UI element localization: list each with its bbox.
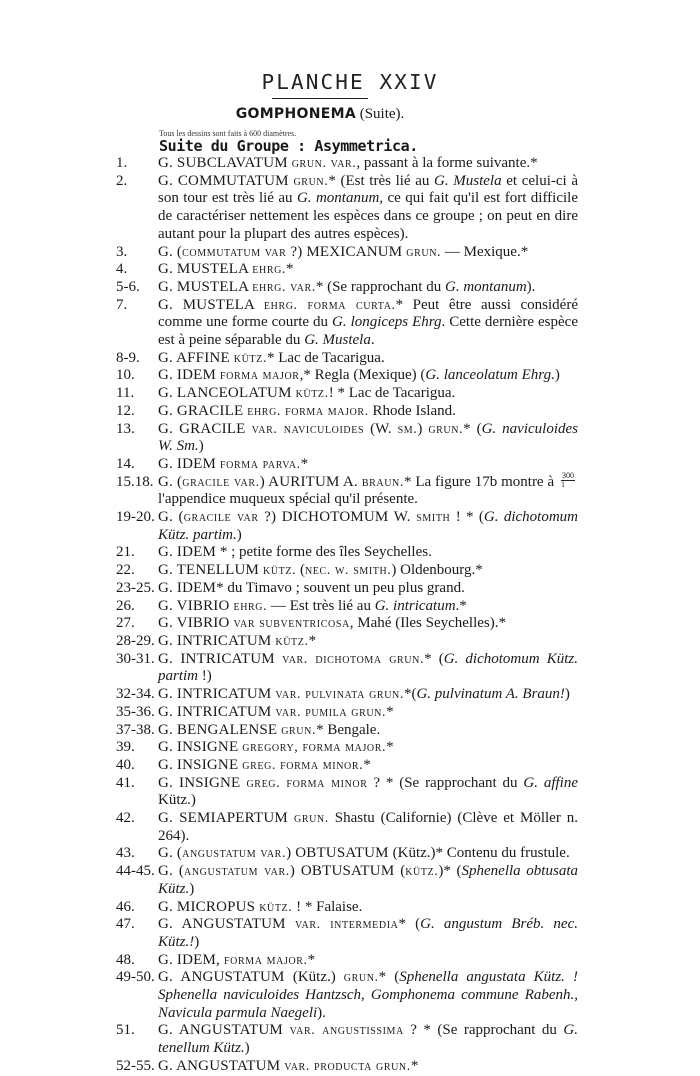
taxon-name: G. IDEM [158, 579, 217, 596]
species-entry [116, 863, 578, 898]
description-text: * [363, 756, 371, 773]
species-entry [116, 470, 578, 509]
description-text: ! * Lac de Tacarigua. [328, 385, 456, 402]
entry-text [158, 633, 578, 651]
description-text: et celui-ci à son tour est très lié au [158, 172, 578, 207]
italic-reference: G. montanum [296, 190, 380, 207]
figure-number: 43. [116, 845, 135, 862]
figure-number: 15.18. [116, 473, 154, 490]
description-text: * [307, 951, 316, 968]
authority-smallcaps: var. naviculoides [251, 421, 365, 437]
entry-text [158, 810, 578, 845]
description-text: * ( [424, 650, 444, 667]
species-entry [116, 757, 578, 775]
authority-smallcaps: kütz. [259, 899, 293, 915]
taxon-name: G. COMMUTATUM [158, 172, 294, 189]
entry-text [158, 470, 578, 509]
italic-reference: G. montanum [444, 278, 527, 295]
entry-text [158, 279, 578, 297]
figure-number: 30-31. [116, 650, 155, 667]
description-text: (Kütz.)* Contenu du frustule. [392, 845, 570, 862]
figure-number: 27. [116, 615, 135, 632]
entry-text [158, 1022, 578, 1057]
group-heading: Suite du Groupe : Asymmetrica. [159, 137, 418, 155]
description-text: (Kütz.) [292, 969, 344, 986]
entry-text [158, 722, 578, 740]
title-rule-divider [272, 98, 368, 99]
description-text: — Mexique.* [441, 243, 529, 260]
magnification-note: Tous les dessins sont faits à 600 diamètres. [159, 129, 297, 138]
description-text: * [386, 703, 394, 720]
authority-smallcaps: var. angustissima [289, 1023, 404, 1039]
figure-number: 49-50. [116, 969, 155, 986]
description-text: , ce qui fait qu'il est fort difficile de caractériser nettement les espèces dans ce groupe ; on peut en dire autant pour la plupart des autres espèces). [158, 190, 578, 242]
figure-number: 13. [116, 420, 135, 437]
entry-text [158, 969, 578, 1022]
description-text: * [286, 261, 294, 278]
description-text: , Mahé (Iles Seychelles).* [349, 615, 506, 632]
description-text: ) [198, 438, 204, 455]
italic-reference: G. Mustela [434, 172, 502, 189]
figure-number: 46. [116, 898, 135, 915]
taxon-name: G. IDEM, [158, 951, 224, 968]
authority-smallcaps: forma parva. [220, 456, 301, 472]
description-text: * du Timavo ; souvent un peu plus grand. [216, 579, 465, 596]
taxon-name: G. ( [158, 243, 183, 260]
description-text: . Cette dernière espèce est à peine séparable du [158, 314, 578, 349]
entry-text [158, 580, 578, 598]
figure-number: 1. [116, 155, 128, 171]
figure-number: 26. [116, 597, 135, 614]
taxon-name: ) OBTUSATUM [286, 845, 393, 862]
species-entry [116, 279, 578, 297]
taxon-name: G. SUBCLAVATUM [158, 155, 292, 171]
taxon-name: G. MICROPUS [158, 898, 260, 915]
species-entry [116, 367, 578, 385]
authority-smallcaps: grun. [293, 173, 329, 189]
description-text: * [300, 455, 309, 472]
authority-smallcaps: grun. [428, 421, 464, 437]
taxon-name: G. ( [158, 845, 183, 862]
figure-number: 22. [116, 562, 135, 579]
entry-text [158, 739, 578, 757]
description-text: * [410, 1057, 419, 1074]
italic-reference: G. naviculoides W. Sm. [158, 420, 578, 455]
italic-reference: G. angustum Bréb. nec. Kütz.! [158, 916, 578, 950]
description-text: ) [564, 686, 570, 703]
figure-number: 10. [116, 367, 135, 384]
entry-text [158, 350, 578, 368]
description-text: Shastu (Californie) (Clève et Möller n. 264). [158, 810, 578, 844]
italic-reference: G. intricatum [374, 597, 456, 614]
species-entry [116, 403, 578, 421]
description-text: * [308, 632, 317, 649]
description-text: ) Oldenbourg.* [391, 562, 483, 579]
authority-smallcaps: sm. [397, 421, 418, 437]
authority-smallcaps: grun. [281, 722, 317, 738]
italic-reference: G. pulvinatum A. Braun! [416, 686, 565, 703]
figure-number: 52-55. [116, 1057, 155, 1074]
entry-text [158, 544, 578, 562]
taxon-name: G. MUSTELA [158, 296, 264, 313]
italic-reference: Sphenella angustata Kütz. ! Sphenella naviculoides Hantzsch [158, 969, 578, 1004]
taxon-name: G. ANGUSTATUM [158, 916, 296, 933]
species-entry [116, 1022, 578, 1057]
description-text: , [361, 987, 371, 1004]
figure-number: 23-25. [116, 579, 155, 596]
description-text: * [386, 739, 394, 756]
description-text: ? * (Se rapprochant du [367, 774, 524, 791]
description-text: *( [403, 686, 417, 703]
figure-number: 21. [116, 544, 135, 561]
taxon-name: G. MUSTELA [158, 261, 253, 278]
italic-reference: G. dichotomum Kütz. partim. [158, 509, 578, 543]
authority-smallcaps: kütz. [233, 350, 267, 366]
entry-text [158, 456, 578, 474]
authority-smallcaps: gracile var. [182, 474, 260, 490]
authority-smallcaps: ehrg. forma curta. [263, 297, 396, 313]
italic-reference: G. tenellum Kütz. [158, 1022, 578, 1057]
figure-number: 2. [116, 172, 128, 189]
authority-smallcaps: gracile var [183, 510, 259, 526]
authority-smallcaps: forma major. [223, 952, 308, 968]
figure-number: 51. [116, 1022, 135, 1039]
figure-number: 41. [116, 774, 135, 791]
taxon-name: G. INSIGNE [158, 774, 247, 791]
taxon-name: G. TENELLUM [158, 562, 264, 579]
species-entry [116, 297, 578, 350]
species-entry [116, 509, 578, 544]
authority-smallcaps: var. intermedia [295, 917, 399, 933]
species-entry [116, 456, 578, 474]
taxon-name: ) AURITUM A. [259, 473, 362, 490]
italic-reference: Sphenella obtusata Kütz. [158, 863, 578, 897]
figure-number: 40. [116, 756, 135, 773]
authority-smallcaps: smith [416, 510, 451, 526]
authority-smallcaps: var. pumila grun. [275, 704, 387, 720]
taxon-name: G. INSIGNE [158, 756, 243, 773]
description-text: ) [417, 420, 429, 437]
entry-text [158, 173, 578, 244]
italic-reference: G. longiceps Ehrg [332, 314, 442, 331]
description-text: ( [296, 562, 305, 579]
description-text: l'appendice muqueux spécial qu'il présente. [158, 491, 418, 508]
authority-smallcaps: grun. [343, 970, 379, 986]
fraction-denominator: 1 [561, 479, 565, 489]
taxon-name: G. INTRICATUM [158, 703, 276, 720]
authority-smallcaps: var. pulvinata grun. [275, 687, 404, 703]
species-entry [116, 261, 578, 279]
species-entry [116, 1058, 578, 1076]
entry-text [158, 651, 578, 686]
authority-smallcaps: angustatum var. [184, 864, 290, 880]
description-text: * Peut être aussi considéré comme une forme courte du [158, 296, 578, 331]
species-entry [116, 722, 578, 740]
description-text: !) [198, 668, 212, 685]
taxon-name: ) OBTUSATUM [289, 863, 401, 880]
entry-text [158, 598, 578, 616]
description-text: ,* Regla (Mexique) ( [299, 367, 426, 384]
entry-text [158, 615, 578, 633]
figure-number: 28-29. [116, 632, 155, 649]
entry-text [158, 421, 578, 456]
italic-reference: G. lanceolatum Ehrg. [425, 367, 555, 384]
species-entry [116, 810, 578, 845]
description-text: , [574, 987, 579, 1004]
taxon-name: G. IDEM [158, 455, 221, 472]
description-text: ) [189, 880, 195, 897]
authority-smallcaps: var subventricosa [233, 616, 350, 632]
plate-title: PLANCHE XXIV [261, 70, 439, 94]
figure-number: 4. [116, 261, 128, 278]
italic-reference: Navicula parmula Naegeli [158, 1004, 318, 1021]
description-text: ). [317, 1004, 326, 1021]
description-text: ). [526, 278, 536, 295]
description-text: .* [455, 597, 467, 614]
authority-smallcaps: kütz. [263, 563, 297, 579]
entry-text [158, 509, 578, 544]
species-entry [116, 598, 578, 616]
taxon-name: G. INSIGNE [158, 739, 243, 756]
italic-reference: G. affine [523, 774, 578, 791]
taxon-name: G. ( [158, 863, 185, 880]
description-text: (W. [364, 420, 398, 437]
fraction-numerator: 300 [562, 470, 574, 480]
species-entry [116, 580, 578, 598]
description-text: . [370, 332, 375, 349]
taxon-name: G. AFFINE [158, 349, 234, 366]
authority-smallcaps: greg. forma minor [246, 775, 368, 791]
description-text: * ( [378, 969, 400, 986]
entry-text [158, 916, 578, 951]
authority-smallcaps: ehrg. [233, 598, 268, 614]
taxon-name: G. LANCEOLATUM [158, 385, 296, 402]
authority-smallcaps: var. dichotoma grun. [282, 651, 425, 667]
species-entry [116, 350, 578, 368]
taxon-name: G. IDEM [158, 367, 221, 384]
authority-smallcaps: commutatum var [182, 244, 287, 260]
description-text: ? * (Se rapprochant du [403, 1022, 564, 1039]
authority-smallcaps: gregory, forma major. [242, 740, 387, 756]
species-entry [116, 775, 578, 810]
entry-text [158, 261, 578, 279]
entry-text [158, 297, 578, 350]
taxon-name: G. BENGALENSE [158, 721, 282, 738]
entry-text [158, 952, 578, 970]
figure-number: 39. [116, 739, 135, 756]
taxon-name: G. VIBRIO [158, 597, 234, 614]
authority-smallcaps: ehrg. [252, 262, 287, 278]
entry-text [158, 385, 578, 403]
taxon-name: G. GRACILE [158, 402, 248, 419]
figure-number: 14. [116, 455, 135, 472]
species-entry [116, 952, 578, 970]
authority-smallcaps: var. producta grun. [284, 1058, 411, 1074]
entry-text [158, 367, 578, 385]
species-entry [116, 615, 578, 633]
taxon-name: G. IDEM [158, 544, 217, 561]
authority-smallcaps: braun. [361, 474, 404, 490]
species-entry [116, 899, 578, 917]
species-entry [116, 704, 578, 722]
species-entry [116, 155, 578, 173]
taxon-name: G. ( [158, 473, 183, 490]
authority-smallcaps: kütz. [405, 864, 439, 880]
species-entry [116, 686, 578, 704]
species-list [116, 155, 578, 1076]
entry-text [158, 845, 578, 863]
figure-number: 3. [116, 243, 128, 260]
entry-text [158, 562, 578, 580]
figure-number: 37-38. [116, 721, 155, 738]
genus-suffix: (Suite). [359, 106, 405, 122]
figure-number: 8-9. [116, 349, 140, 366]
taxon-name: G. INTRICATUM [158, 686, 276, 703]
species-entry [116, 633, 578, 651]
entry-text [158, 1058, 578, 1076]
figure-number: 19-20. [116, 509, 155, 526]
authority-smallcaps: grun. var. [291, 156, 357, 171]
description-text: — Est très lié au [267, 597, 375, 614]
taxon-name: G. SEMIAPERTUM [158, 810, 295, 827]
figure-number: 47. [116, 916, 135, 933]
taxon-name: ?) MEXICANUM [286, 243, 407, 260]
authority-smallcaps: kütz. [295, 386, 329, 402]
taxon-name: G. INTRICATUM [158, 632, 276, 649]
description-text: * ; petite forme des îles Seychelles. [216, 544, 432, 561]
figure-number: 5-6. [116, 278, 140, 295]
figure-number: 11. [116, 385, 135, 402]
description-text: * La figure 17b montre à [403, 473, 558, 490]
species-entry [116, 916, 578, 951]
species-entry [116, 651, 578, 686]
figure-number: 35-36. [116, 703, 155, 720]
taxon-name: G. INTRICATUM [158, 650, 283, 667]
entry-text [158, 704, 578, 722]
description-text: Rhode Island. [368, 402, 456, 419]
description-text: Kütz.) [158, 792, 196, 809]
taxon-name: G. ( [158, 509, 184, 526]
authority-smallcaps: angustatum var. [182, 846, 287, 862]
authority-smallcaps: grun. [294, 811, 329, 827]
figure-number: 42. [116, 810, 135, 827]
species-entry [116, 244, 578, 262]
taxon-name: G. ANGUSTATUM [158, 1057, 285, 1074]
italic-reference: G. Mustela [304, 332, 371, 349]
species-entry [116, 562, 578, 580]
entry-text [158, 863, 578, 898]
taxon-name: ?) DICHOTOMUM W. [258, 509, 417, 526]
entry-text [158, 899, 578, 917]
authority-smallcaps: kütz. [275, 633, 309, 649]
taxon-name: G. GRACILE [158, 420, 252, 437]
italic-reference: Gomphonema commune Rabenh. [370, 987, 575, 1004]
authority-smallcaps: ehrg. forma major. [247, 403, 369, 419]
description-text: , passant à la forme suivante.* [356, 155, 538, 171]
figure-number: 32-34. [116, 686, 155, 703]
description-text: * Bengale. [316, 721, 381, 738]
species-entry [116, 421, 578, 456]
species-entry [116, 385, 578, 403]
authority-smallcaps: greg. forma minor. [242, 757, 364, 773]
description-text: )* ( [438, 863, 462, 880]
figure-number: 7. [116, 296, 128, 313]
italic-reference: G. dichotomum Kütz. partim [158, 650, 578, 685]
entry-text [158, 686, 578, 704]
entry-text [158, 155, 578, 173]
taxon-name: G. ANGUSTATUM [158, 969, 293, 986]
description-text: ( [400, 863, 406, 880]
authority-smallcaps: nec. w. smith. [304, 563, 392, 579]
species-entry [116, 969, 578, 1022]
description-text: ) [236, 526, 242, 543]
figure-number: 12. [116, 402, 135, 419]
authority-smallcaps: forma major [220, 368, 300, 384]
entry-text [158, 403, 578, 421]
description-text: * ( [398, 916, 421, 933]
taxon-name: G. VIBRIO [158, 615, 234, 632]
description-text: * ( [463, 420, 482, 437]
magnification-fraction [561, 472, 575, 489]
entry-text [158, 775, 578, 810]
description-text: ) [244, 1040, 250, 1057]
taxon-name: G. ANGUSTATUM [158, 1022, 290, 1039]
description-text: * Lac de Tacarigua. [266, 349, 385, 366]
species-entry [116, 845, 578, 863]
taxon-name: G. MUSTELA [158, 278, 253, 295]
description-text: * (Se rapprochant du [315, 278, 445, 295]
description-text: ! * ( [450, 509, 484, 526]
genus-name: GOMPHONEMA [235, 106, 356, 122]
figure-number: 44-45. [116, 863, 155, 880]
description-text: ! * Falaise. [292, 898, 363, 915]
description-text: * (Est très lié au [328, 172, 435, 189]
entry-text [158, 244, 578, 262]
species-entry [116, 544, 578, 562]
authority-smallcaps: ehrg. var. [252, 279, 316, 295]
species-entry [116, 739, 578, 757]
species-entry [116, 173, 578, 244]
entry-text [158, 757, 578, 775]
genus-heading [0, 106, 640, 123]
authority-smallcaps: grun. [406, 244, 442, 260]
description-text: ) [194, 933, 200, 950]
figure-number: 48. [116, 951, 135, 968]
description-text: ) [554, 367, 560, 384]
